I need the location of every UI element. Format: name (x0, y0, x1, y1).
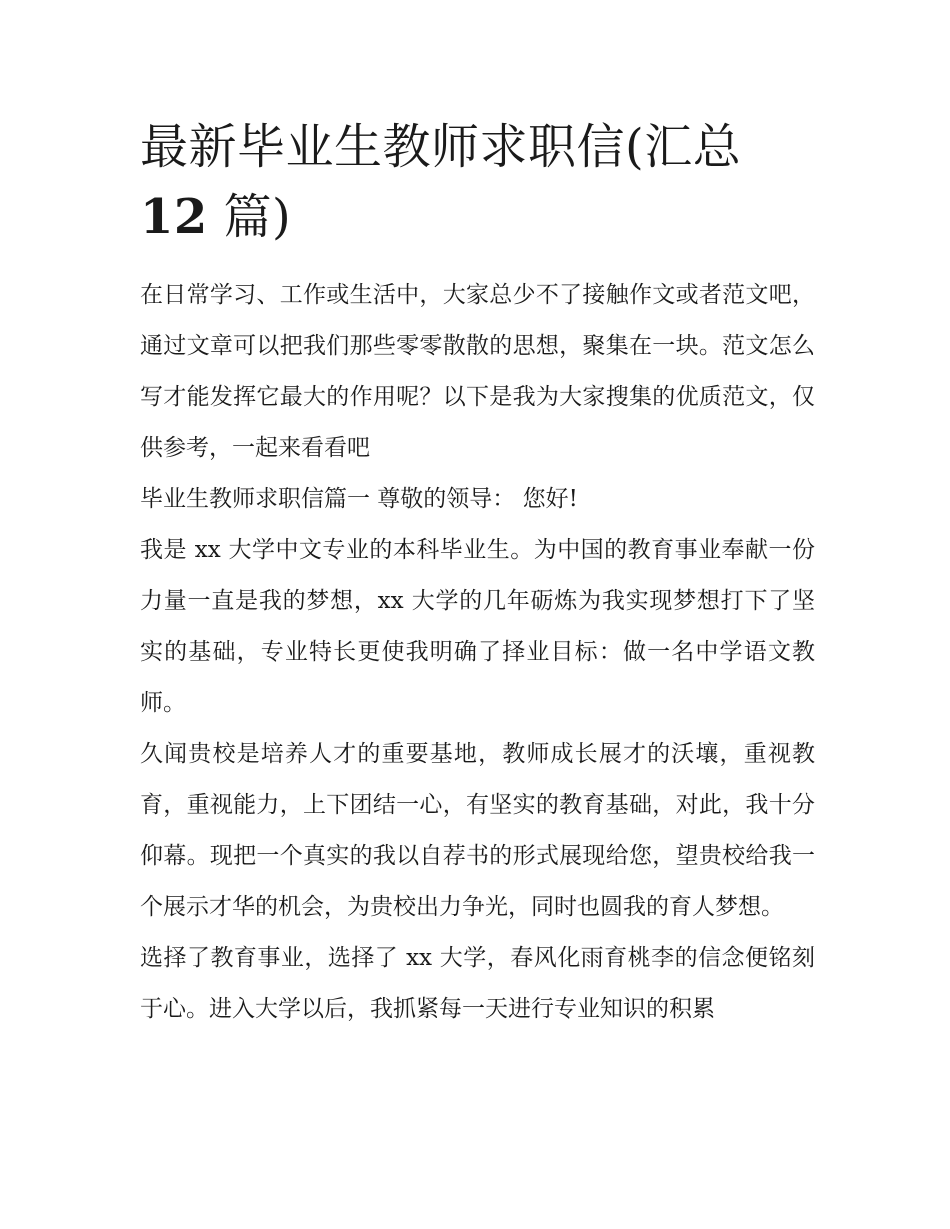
document-body (140, 270, 815, 1035)
title-tail: 篇) (207, 189, 292, 245)
title-line-1: 最新毕业生教师求职信(汇总 (140, 119, 742, 175)
document-title (140, 112, 815, 252)
body-paragraph: 我是 xx 大学中文专业的本科毕业生。为中国的教育事业奉献一份力量一直是我的梦想，xx 大学的几年砺炼为我实现梦想打下了坚实的基础，专业特长更使我明确了择业目标：做一名中学语文教师。 (140, 537, 815, 716)
section-heading-greeting: 毕业生教师求职信篇一 尊敬的领导： 您好! (140, 486, 578, 512)
body-paragraph: 选择了教育事业，选择了 xx 大学，春风化雨育桃李的信念便铭刻于心。进入大学以后，我抓紧每一天进行专业知识的积累 (140, 945, 815, 1022)
body-paragraph: 久闻贵校是培养人才的重要基地，教师成长展才的沃壤，重视教育，重视能力，上下团结一心，有坚实的教育基础，对此，我十分仰幕。现把一个真实的我以自荐书的形式展现给您，望贵校给我一个展示才华的机会，为贵校出力争光，同时也圆我的育人梦想。 (140, 741, 815, 920)
intro-paragraph: 在日常学习、工作或生活中，大家总少不了接触作文或者范文吧，通过文章可以把我们那些零零散散的思想，聚集在一块。范文怎么写才能发挥它最大的作用呢？以下是我为大家搜集的优质范文，仅供参考，一起来看看吧 (140, 282, 815, 461)
title-number: 12 (140, 189, 208, 245)
document-page (140, 112, 815, 1035)
